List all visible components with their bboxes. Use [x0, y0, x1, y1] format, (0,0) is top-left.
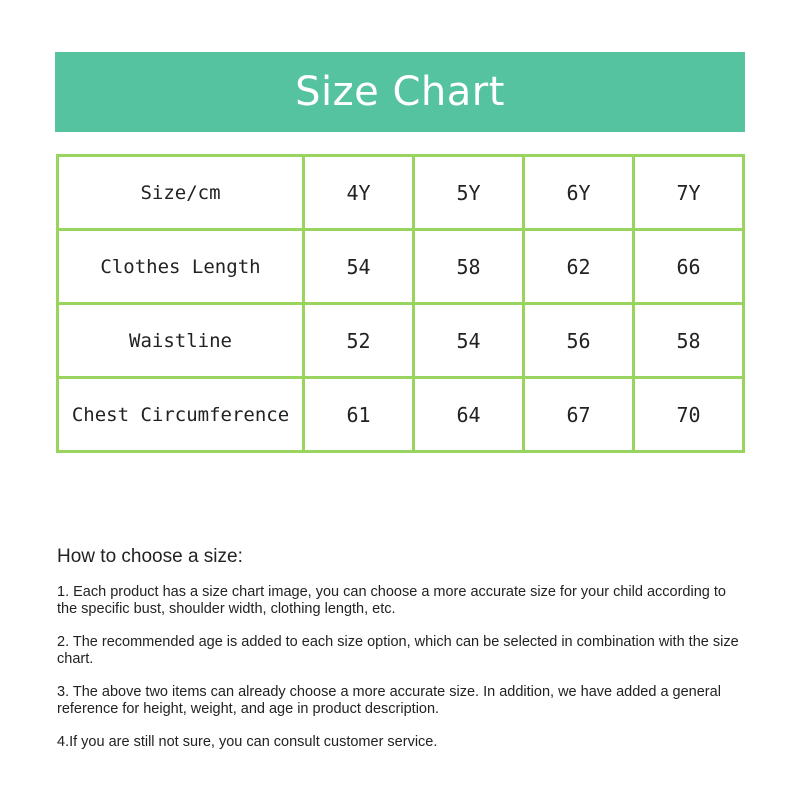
size-table: [56, 154, 745, 453]
table-header-row: [58, 156, 744, 230]
row-label-cell: Chest Circumference: [58, 378, 304, 452]
guide-item: 3. The above two items can already choose a more accurate size. In addition, we have added a general reference for height, weight, and age in product description.: [57, 684, 721, 717]
size-header-cell: 4Y: [304, 156, 414, 230]
value-cell: 58: [634, 304, 744, 378]
guide-item: 4.If you are still not sure, you can consult customer service.: [57, 734, 438, 750]
table-row: [58, 230, 744, 304]
value-cell: 70: [634, 378, 744, 452]
guide-item: 1. Each product has a size chart image, you can choose a more accurate size for your child according to the specific bust, shoulder width, clothing length, etc.: [57, 584, 726, 617]
size-header-cell: 5Y: [414, 156, 524, 230]
value-cell: 52: [304, 304, 414, 378]
value-cell: 58: [414, 230, 524, 304]
row-label-cell: Waistline: [58, 304, 304, 378]
page-title: Size Chart: [295, 69, 505, 115]
value-cell: 54: [304, 230, 414, 304]
value-cell: 67: [524, 378, 634, 452]
value-cell: 56: [524, 304, 634, 378]
header-label-cell: Size/cm: [58, 156, 304, 230]
row-label-cell: Clothes Length: [58, 230, 304, 304]
size-guide: [57, 546, 747, 767]
size-header-cell: 7Y: [634, 156, 744, 230]
value-cell: 66: [634, 230, 744, 304]
table-row: [58, 378, 744, 452]
value-cell: 54: [414, 304, 524, 378]
table-row: [58, 304, 744, 378]
value-cell: 62: [524, 230, 634, 304]
guide-heading: How to choose a size:: [57, 546, 243, 567]
value-cell: 64: [414, 378, 524, 452]
value-cell: 61: [304, 378, 414, 452]
size-chart-banner: [55, 52, 745, 132]
guide-item: 2. The recommended age is added to each size option, which can be selected in combination with the size chart.: [57, 634, 739, 667]
size-header-cell: 6Y: [524, 156, 634, 230]
